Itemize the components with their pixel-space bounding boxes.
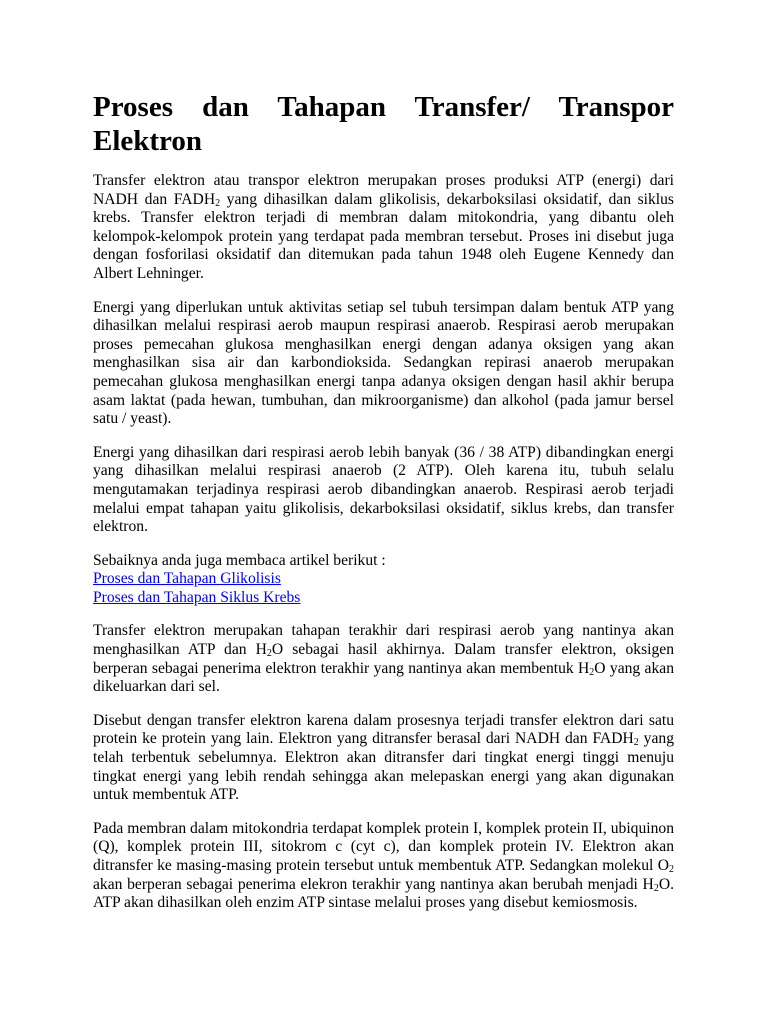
page-title: Proses dan Tahapan Transfer/ Transpor Elektron [93,91,674,157]
subscript: 2 [589,666,595,678]
paragraph-5-text-b: yang telah terbentuk sebelumnya. Elektron akan ditransfer dari tingkat energi tinggi menuju tingkat energi yang lebih rendah sehingga akan melepaskan energi yang akan digunakan untuk membentuk ATP. [93,730,674,804]
subscript: 2 [633,737,639,749]
paragraph-3: Energi yang dihasilkan dari respirasi aerob lebih banyak (36 / 38 ATP) dibandingkan energi yang dihasilkan melalui respirasi anaerob (2 ATP). Oleh karena itu, tubuh selalu mengutamakan terjadinya respirasi aerob dibandingkan anaerob. Respirasi aerob terjadi melalui empat tahapan yaitu glikolisis, dekarboksilasi oksidatif, siklus krebs, dan transfer elektron. [93,443,674,536]
subscript: 2 [669,864,674,875]
subscript: 2 [215,197,221,209]
paragraph-1-text-b: yang dihasilkan dalam glikolisis, dekarboksilasi oksidatif, dan siklus krebs. Transfer elektron terjadi di membran dalam mitokondria, yang dibantu oleh kelompok-kelompok protein yang terdapat pada membran tersebut. Proses ini disebut juga dengan fosforilasi oksidatif dan ditemukan pada tahun 1948 oleh Eugene Kennedy dan Albert Lehninger. [93,190,674,282]
link-glikolisis[interactable]: Proses dan Tahapan Glikolisis [93,570,281,588]
paragraph-6-text-c: O. ATP akan dihasilkan oleh enzim ATP sintase melalui proses yang disebut kemiosmosis. [93,875,674,912]
paragraph-4-text-a: Transfer elektron merupakan tahapan terakhir dari respirasi aerob yang nantinya akan menghasilkan ATP dan H [93,622,674,659]
paragraph-2: Energi yang diperlukan untuk aktivitas setiap sel tubuh tersimpan dalam bentuk ATP yang dihasilkan melalui respirasi aerob maupun respirasi anaerob. Respirasi aerob merupakan proses pemecahan glukosa menghasilkan energi dengan adanya oksigen yang akan menghasilkan sisa air dan karbondioksida. Sedangkan repirasi anaerob merupakan pemecahan glukosa menghasilkan energi tanpa adanya oksigen dengan hasil akhir berupa asam laktat (pada hewan, tumbuhan, dan mikroorganisme) dan alkohol (pada jamur bersel satu / yeast). [93,298,674,428]
paragraph-1 [93,172,674,284]
paragraph-4 [93,622,674,696]
document-page [93,90,674,928]
paragraph-6 [93,820,674,913]
link-siklus-krebs[interactable]: Proses dan Tahapan Siklus Krebs [93,588,301,606]
related-intro: Sebaiknya anda juga membaca artikel berikut : [93,551,386,569]
subscript: 2 [266,648,272,660]
paragraph-5 [93,712,674,805]
related-articles [93,552,674,608]
paragraph-4-text-c: O yang akan dikeluarkan dari sel. [93,659,674,696]
subscript: 2 [653,882,659,894]
paragraph-6-text-a: Pada membran dalam mitokondria terdapat komplek protein I, komplek protein II, ubiquinon (Q), komplek protein III, sitokrom c (cyt c), dan komplek protein IV. Elektron akan ditransfer ke masing-masing protein tersebut untuk membentuk ATP. Sedangkan molekul O [93,819,674,874]
paragraph-5-text-a: Disebut dengan transfer elektron karena dalam prosesnya terjadi transfer elektron dari satu protein ke protein yang lain. Elektron yang ditransfer berasal dari NADH dan FADH [93,711,674,748]
paragraph-1-text-a: Transfer elektron atau transpor elektron merupakan proses produksi ATP (energi) dari NADH dan FADH [93,172,674,208]
paragraph-4-text-b: O sebagai hasil akhirnya. Dalam transfer elektron, oksigen berperan sebagai penerima elektron terakhir yang nantinya akan membentuk H [93,641,674,677]
paragraph-6-text-b: akan berperan sebagai penerima elekron terakhir yang nantinya akan berubah menjadi H [93,875,654,893]
